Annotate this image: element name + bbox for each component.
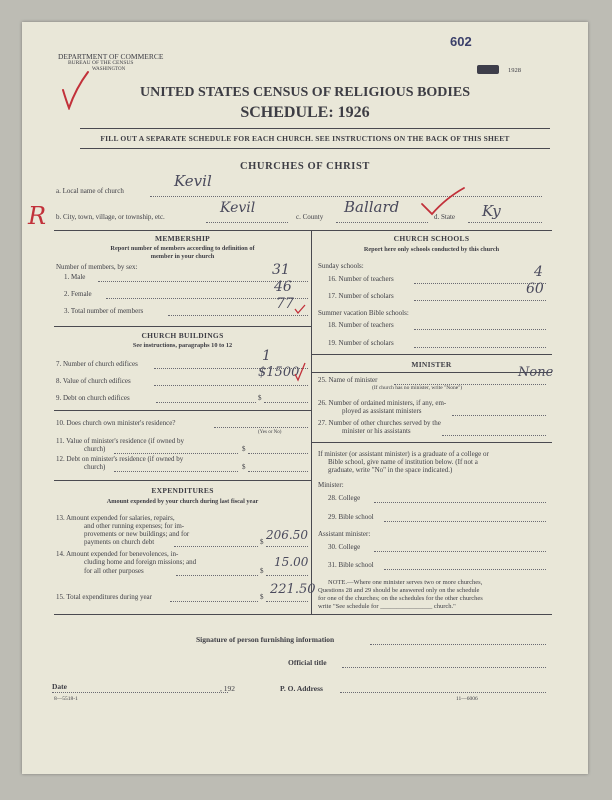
sunday-schools: Sunday schools: bbox=[318, 262, 364, 270]
q28-label: 28. College bbox=[328, 494, 361, 502]
po-address-label: P. O. Address bbox=[280, 684, 323, 693]
minister-label: Minister: bbox=[318, 481, 344, 489]
q12-dollar: $ bbox=[242, 463, 246, 471]
q11-dollar: $ bbox=[242, 445, 246, 453]
q9-label: 9. Debt on church edifices bbox=[56, 394, 130, 402]
q25-note: (If church has no minister, write "None") bbox=[372, 385, 463, 391]
expenditures-note: Amount expended by your church during last fiscal year bbox=[106, 498, 259, 505]
note-line-4: write "See schedule for ________________ church." bbox=[318, 603, 456, 610]
q25-label: 25. Name of minister bbox=[318, 376, 378, 384]
total-members-value: 77 bbox=[276, 296, 294, 312]
total-members-label: 3. Total number of members bbox=[64, 307, 144, 315]
q14-dollar: $ bbox=[260, 567, 264, 575]
schools-title: CHURCH SCHOOLS bbox=[393, 234, 470, 243]
q27-label-1: 27. Number of other churches served by the bbox=[318, 419, 441, 427]
serial-number: 602 bbox=[450, 34, 472, 49]
state-value: Ky bbox=[482, 202, 501, 220]
q27-label-2: minister or his assistants bbox=[342, 427, 411, 435]
city: WASHINGTON bbox=[92, 67, 126, 72]
city-value: Kevil bbox=[220, 200, 256, 216]
q14-label-2: cluding home and foreign missions; and bbox=[84, 558, 197, 566]
buildings-title: CHURCH BUILDINGS bbox=[141, 331, 224, 340]
stamp-blot bbox=[477, 65, 499, 74]
q11-label-1: 11. Value of minister's residence (if owned by bbox=[56, 437, 185, 445]
membership-title: MEMBERSHIP bbox=[154, 234, 211, 243]
date-label: Date bbox=[52, 682, 67, 691]
city-label: b. City, town, village, or township, etc. bbox=[56, 213, 165, 221]
q29-label: 29. Bible school bbox=[328, 513, 374, 521]
q15-dollar: $ bbox=[260, 593, 264, 601]
q8-value: $1500 bbox=[258, 365, 300, 380]
q26-label-2: ployed as assistant ministers bbox=[342, 407, 422, 415]
female-label: 2. Female bbox=[64, 290, 92, 298]
graduate-note-1: If minister (or assistant minister) is a graduate of a college or bbox=[318, 450, 489, 458]
signature-label: Signature of person furnishing information bbox=[196, 635, 335, 644]
column-divider bbox=[311, 230, 312, 614]
local-name-value: Kevil bbox=[174, 172, 212, 190]
schools-note: Report here only schools conducted by this church bbox=[363, 246, 500, 253]
q30-label: 30. College bbox=[328, 543, 361, 551]
q13-label-1: 13. Amount expended for salaries, repairs, bbox=[56, 514, 175, 522]
q9-dollar: $ bbox=[258, 394, 262, 402]
q16-value: 4 bbox=[534, 264, 543, 280]
local-name-label: a. Local name of church bbox=[56, 187, 124, 195]
q12-label-2: church) bbox=[84, 463, 106, 471]
q26-label-1: 26. Number of ordained ministers, if any, em- bbox=[318, 399, 447, 407]
q19-label: 19. Number of scholars bbox=[328, 339, 394, 347]
q7-label: 7. Number of church edifices bbox=[56, 360, 138, 368]
expenditures-title: EXPENDITURES bbox=[151, 486, 214, 495]
q13-value: 206.50 bbox=[266, 528, 308, 542]
q12-label-1: 12. Debt on minister's residence (if owned by bbox=[56, 455, 184, 463]
q13-label-4: payments on church debt bbox=[84, 538, 155, 546]
q25-value: None bbox=[518, 365, 554, 380]
state-label: d. State bbox=[434, 213, 455, 221]
q17-label: 17. Number of scholars bbox=[328, 292, 394, 300]
red-check-total bbox=[294, 304, 306, 314]
graduate-note-3: graduate, write "No" in the space indicated.) bbox=[328, 466, 453, 474]
summer-schools: Summer vacation Bible schools: bbox=[318, 309, 409, 317]
q14-label-1: 14. Amount expended for benevolences, in- bbox=[56, 550, 179, 558]
stamp-date: 1928 bbox=[508, 67, 521, 74]
q13-label-3: provements or new buildings; and for bbox=[84, 530, 190, 538]
rule-top bbox=[80, 128, 550, 129]
buildings-note: See instructions, paragraphs 10 to 12 bbox=[132, 342, 233, 349]
q13-dollar: $ bbox=[260, 538, 264, 546]
section-rule bbox=[54, 230, 552, 231]
county-value: Ballard bbox=[344, 198, 400, 216]
male-label: 1. Male bbox=[64, 273, 86, 281]
q7-value: 1 bbox=[262, 348, 271, 364]
q15-label: 15. Total expenditures during year bbox=[56, 593, 152, 601]
q13-label-2: and other running expenses; for im- bbox=[84, 522, 185, 530]
rule-instruction bbox=[80, 148, 550, 149]
schedule-sheet bbox=[22, 22, 588, 774]
graduate-note-2: Bible school, give name of institution below. (If not a bbox=[328, 458, 478, 466]
form-number: 8—5518-1 bbox=[54, 696, 78, 702]
official-title-label: Official title bbox=[288, 658, 327, 667]
red-check-value bbox=[294, 362, 306, 382]
q8-label: 8. Value of church edifices bbox=[56, 377, 131, 385]
female-value: 46 bbox=[274, 279, 292, 295]
county-label: c. County bbox=[296, 213, 324, 221]
red-r-mark: R bbox=[28, 202, 47, 230]
q11-label-2: church) bbox=[84, 445, 106, 453]
q16-label: 16. Number of teachers bbox=[328, 275, 394, 283]
department: DEPARTMENT OF COMMERCE bbox=[58, 52, 164, 61]
red-check-county bbox=[420, 186, 466, 216]
membership-note-1: Report number of members according to definition of bbox=[110, 245, 255, 252]
form-title: UNITED STATES CENSUS OF RELIGIOUS BODIES bbox=[139, 85, 470, 100]
minister-title: MINISTER bbox=[411, 360, 452, 369]
q18-label: 18. Number of teachers bbox=[328, 321, 394, 329]
note-line-2: Questions 28 and 29 should be answered only on the schedule bbox=[318, 587, 480, 594]
q14-label-3: for all other purposes bbox=[84, 567, 144, 575]
members-by-sex: Number of members, by sex: bbox=[56, 263, 138, 271]
denomination: CHURCHES OF CHRIST bbox=[239, 161, 370, 172]
bureau: BUREAU OF THE CENSUS bbox=[68, 60, 134, 66]
form-subtitle: SCHEDULE: 1926 bbox=[240, 104, 370, 121]
q17-value: 60 bbox=[526, 281, 544, 297]
q10-label: 10. Does church own minister's residence? bbox=[56, 419, 176, 427]
q31-label: 31. Bible school bbox=[328, 561, 374, 569]
fill-instruction: FILL OUT A SEPARATE SCHEDULE FOR EACH CHURCH. SEE INSTRUCTIONS ON THE BACK OF THIS SHEET bbox=[100, 134, 510, 143]
membership-note-2: member in your church bbox=[150, 253, 215, 260]
yes-no-note: (Yes or No) bbox=[258, 430, 282, 435]
print-code: 11—6006 bbox=[456, 696, 478, 702]
q14-value: 15.00 bbox=[274, 555, 309, 569]
assistant-label: Assistant minister: bbox=[318, 530, 371, 538]
male-value: 31 bbox=[272, 262, 290, 278]
date-year: , 192 bbox=[220, 684, 235, 693]
q15-value: 221.50 bbox=[270, 582, 316, 597]
note-line-1: NOTE.—Where one minister serves two or more churches, bbox=[328, 579, 483, 586]
note-line-3: for one of the churches; on the schedules for the other churches bbox=[318, 595, 483, 602]
